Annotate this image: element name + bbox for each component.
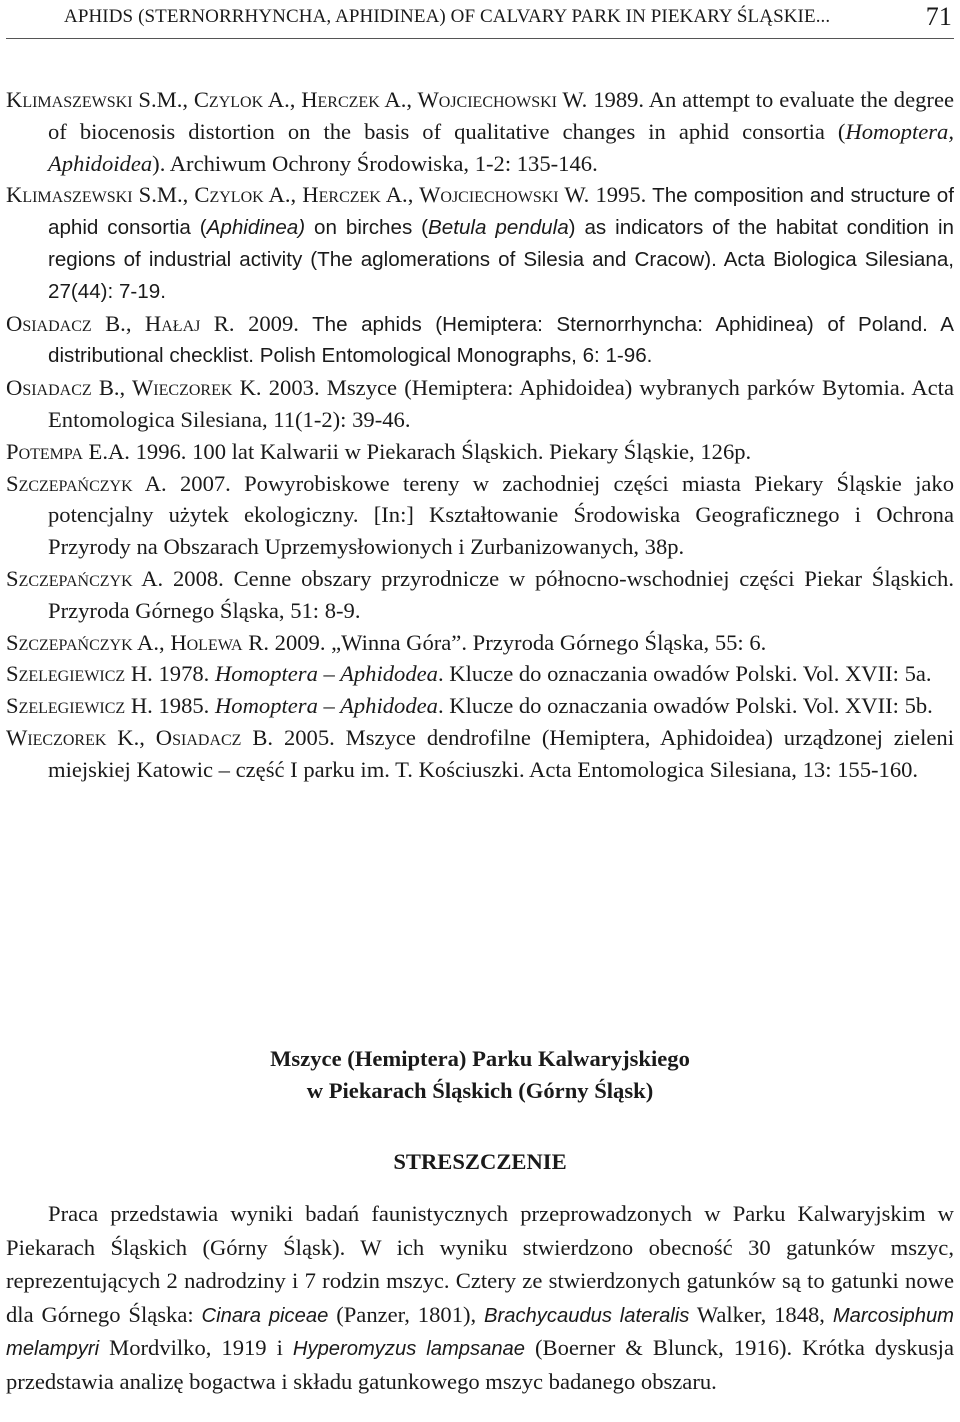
reference-list	[6, 84, 954, 786]
running-head	[64, 2, 952, 31]
summary-title-line: w Piekarach Śląskich (Górny Śląsk)	[306, 1078, 654, 1103]
reference-year: 1989.	[593, 87, 645, 112]
reference-year: 2008.	[172, 565, 224, 591]
summary-text: (Boerner & Blunck, 1916). Krótka dyskusja przedstawia analizę bogactwa i składu gatunkowego mszyc badanego obszaru.	[6, 1335, 954, 1394]
reference-text: Mszyce (Hemiptera: Aphidoidea) wybranych parków Bytomia. Acta Entomologica Silesiana, 11(1-2): 39-46.	[48, 375, 954, 432]
reference-item	[6, 308, 954, 373]
reference-text: Powyrobiskowe tereny w zachodniej części miasta Piekary Śląskie jako potencjalny użytek ekologiczny. [In:] Kształtowanie Środowiska Geograficznego i Ochrona Przyrody na Obszarach Uprzemysłowionych i Zurbanizowanych, 38p.	[48, 470, 954, 560]
species-name: Brachycaudus lateralis	[484, 1304, 690, 1327]
reference-year: 2003.	[268, 375, 320, 401]
reference-text: The composition and structure of aphid consortia (	[48, 184, 954, 240]
summary-title	[0, 1043, 960, 1107]
reference-text: An attempt to evaluate the degree of biocenosis distortion on the basis of qualitative changes in aphid consortia (	[48, 87, 955, 144]
summary-text: Walker, 1848,	[689, 1301, 833, 1327]
reference-item	[6, 468, 954, 563]
reference-text: ). Archiwum Ochrony Środowiska, 1-2: 135-146.	[152, 150, 598, 176]
reference-item	[6, 690, 954, 722]
reference-year: 1978.	[158, 661, 210, 687]
reference-italic: Homoptera, Aphidoidea	[48, 118, 954, 176]
summary-paragraph	[6, 1198, 954, 1400]
summary-text: Mordvilko, 1919 i	[99, 1335, 293, 1361]
reference-item	[6, 627, 954, 659]
reference-authors: Osiadacz B., Wieczorek K.	[6, 375, 262, 401]
reference-authors: Potempa E.A.	[6, 438, 130, 464]
reference-year: 2007.	[179, 470, 231, 496]
reference-year: 1985.	[158, 693, 210, 719]
reference-authors: Szczepańczyk A.	[6, 565, 164, 591]
reference-italic: Aphidinea)	[206, 216, 306, 240]
reference-text: The aphids (Hemiptera: Sternorrhyncha: Aphidinea) of Poland. A distributional checklist. Polish Entomological Monographs, 6: 1-96.	[48, 312, 954, 368]
reference-text: 100 lat Kalwarii w Piekarach Śląskich. Piekary Śląskie, 126p.	[192, 438, 752, 464]
reference-year: 1996.	[135, 438, 187, 464]
reference-item	[6, 563, 954, 627]
header-rule	[6, 38, 954, 39]
reference-text: on birches (	[305, 216, 429, 240]
reference-year: 2005.	[283, 724, 335, 750]
reference-authors: Szelegiewicz H.	[6, 661, 153, 687]
summary-heading: STRESZCZENIE	[393, 1149, 567, 1174]
reference-authors: Osiadacz B., Hałaj R.	[6, 310, 235, 336]
reference-year: 2009.	[274, 629, 326, 655]
reference-text: „Winna Góra”. Przyroda Górnego Śląska, 55: 6.	[331, 629, 767, 655]
reference-italic: Betula pendula	[428, 216, 569, 240]
species-name: Marcosiphum melampyri	[6, 1304, 954, 1361]
reference-item	[6, 84, 954, 179]
reference-authors: Szczepańczyk A., Holewa R.	[6, 629, 269, 655]
page-number: 71	[925, 2, 952, 31]
reference-text: . Klucze do oznaczania owadów Polski. Vol. XVII: 5b.	[437, 693, 933, 719]
reference-text: ) as indicators of the habitat condition in regions of industrial activity (The aglomerations of Silesia and Cracow). Acta Biologica Silesiana, 27(44): 7-19.	[48, 216, 954, 303]
reference-item	[6, 658, 954, 690]
reference-item	[6, 722, 954, 786]
running-head-title: APHIDS (STERNORRHYNCHA, APHIDINEA) OF CALVARY PARK IN PIEKARY ŚLĄSKIE...	[64, 6, 831, 27]
reference-text: Mszyce dendrofilne (Hemiptera, Aphidoidea) urządzonej zieleni miejskiej Katowic – część I parku im. T. Kościuszki. Acta Entomologica Silesiana, 13: 155-160.	[48, 724, 954, 782]
reference-item	[6, 372, 954, 436]
reference-authors: Szelegiewicz H.	[6, 693, 153, 719]
reference-authors: Szczepańczyk A.	[6, 470, 167, 496]
reference-item	[6, 179, 954, 307]
summary-text: Praca przedstawia wyniki badań faunistycznych przeprowadzonych w Parku Kalwaryjskim w Piekarach Śląskich (Górny Śląsk). W ich wyniku stwierdzono obecność 30 gatunków mszyc, reprezentujących 2 nadrodziny i 7 rodzin mszyc. Cztery ze stwierdzonych gatunków są to gatunki nowe dla Górnego Śląska:	[6, 1201, 954, 1327]
reference-item	[6, 436, 954, 468]
reference-authors: Wieczorek K., Osiadacz B.	[6, 724, 274, 750]
reference-italic: Homoptera – Aphidodea	[214, 693, 438, 719]
reference-italic: Homoptera – Aphidodea	[214, 661, 438, 687]
reference-text: . Klucze do oznaczania owadów Polski. Vol. XVII: 5a.	[437, 661, 932, 687]
summary-text: (Panzer, 1801),	[328, 1301, 485, 1327]
reference-year: 2009.	[248, 310, 299, 336]
reference-year: 1995.	[595, 182, 647, 208]
reference-authors: Klimaszewski S.M., Czylok A., Herczek A., Wojciechowski W.	[6, 182, 590, 208]
summary-title-line: Mszyce (Hemiptera) Parku Kalwaryjskiego	[270, 1046, 690, 1071]
species-name: Hyperomyzus lampsanae	[292, 1338, 526, 1361]
reference-authors: Klimaszewski S.M., Czylok A., Herczek A., Wojciechowski W.	[6, 87, 588, 112]
reference-text: Cenne obszary przyrodnicze w północno-wschodniej części Piekar Śląskich. Przyroda Górnego Śląska, 51: 8-9.	[48, 565, 954, 623]
species-name: Cinara piceae	[201, 1304, 329, 1327]
